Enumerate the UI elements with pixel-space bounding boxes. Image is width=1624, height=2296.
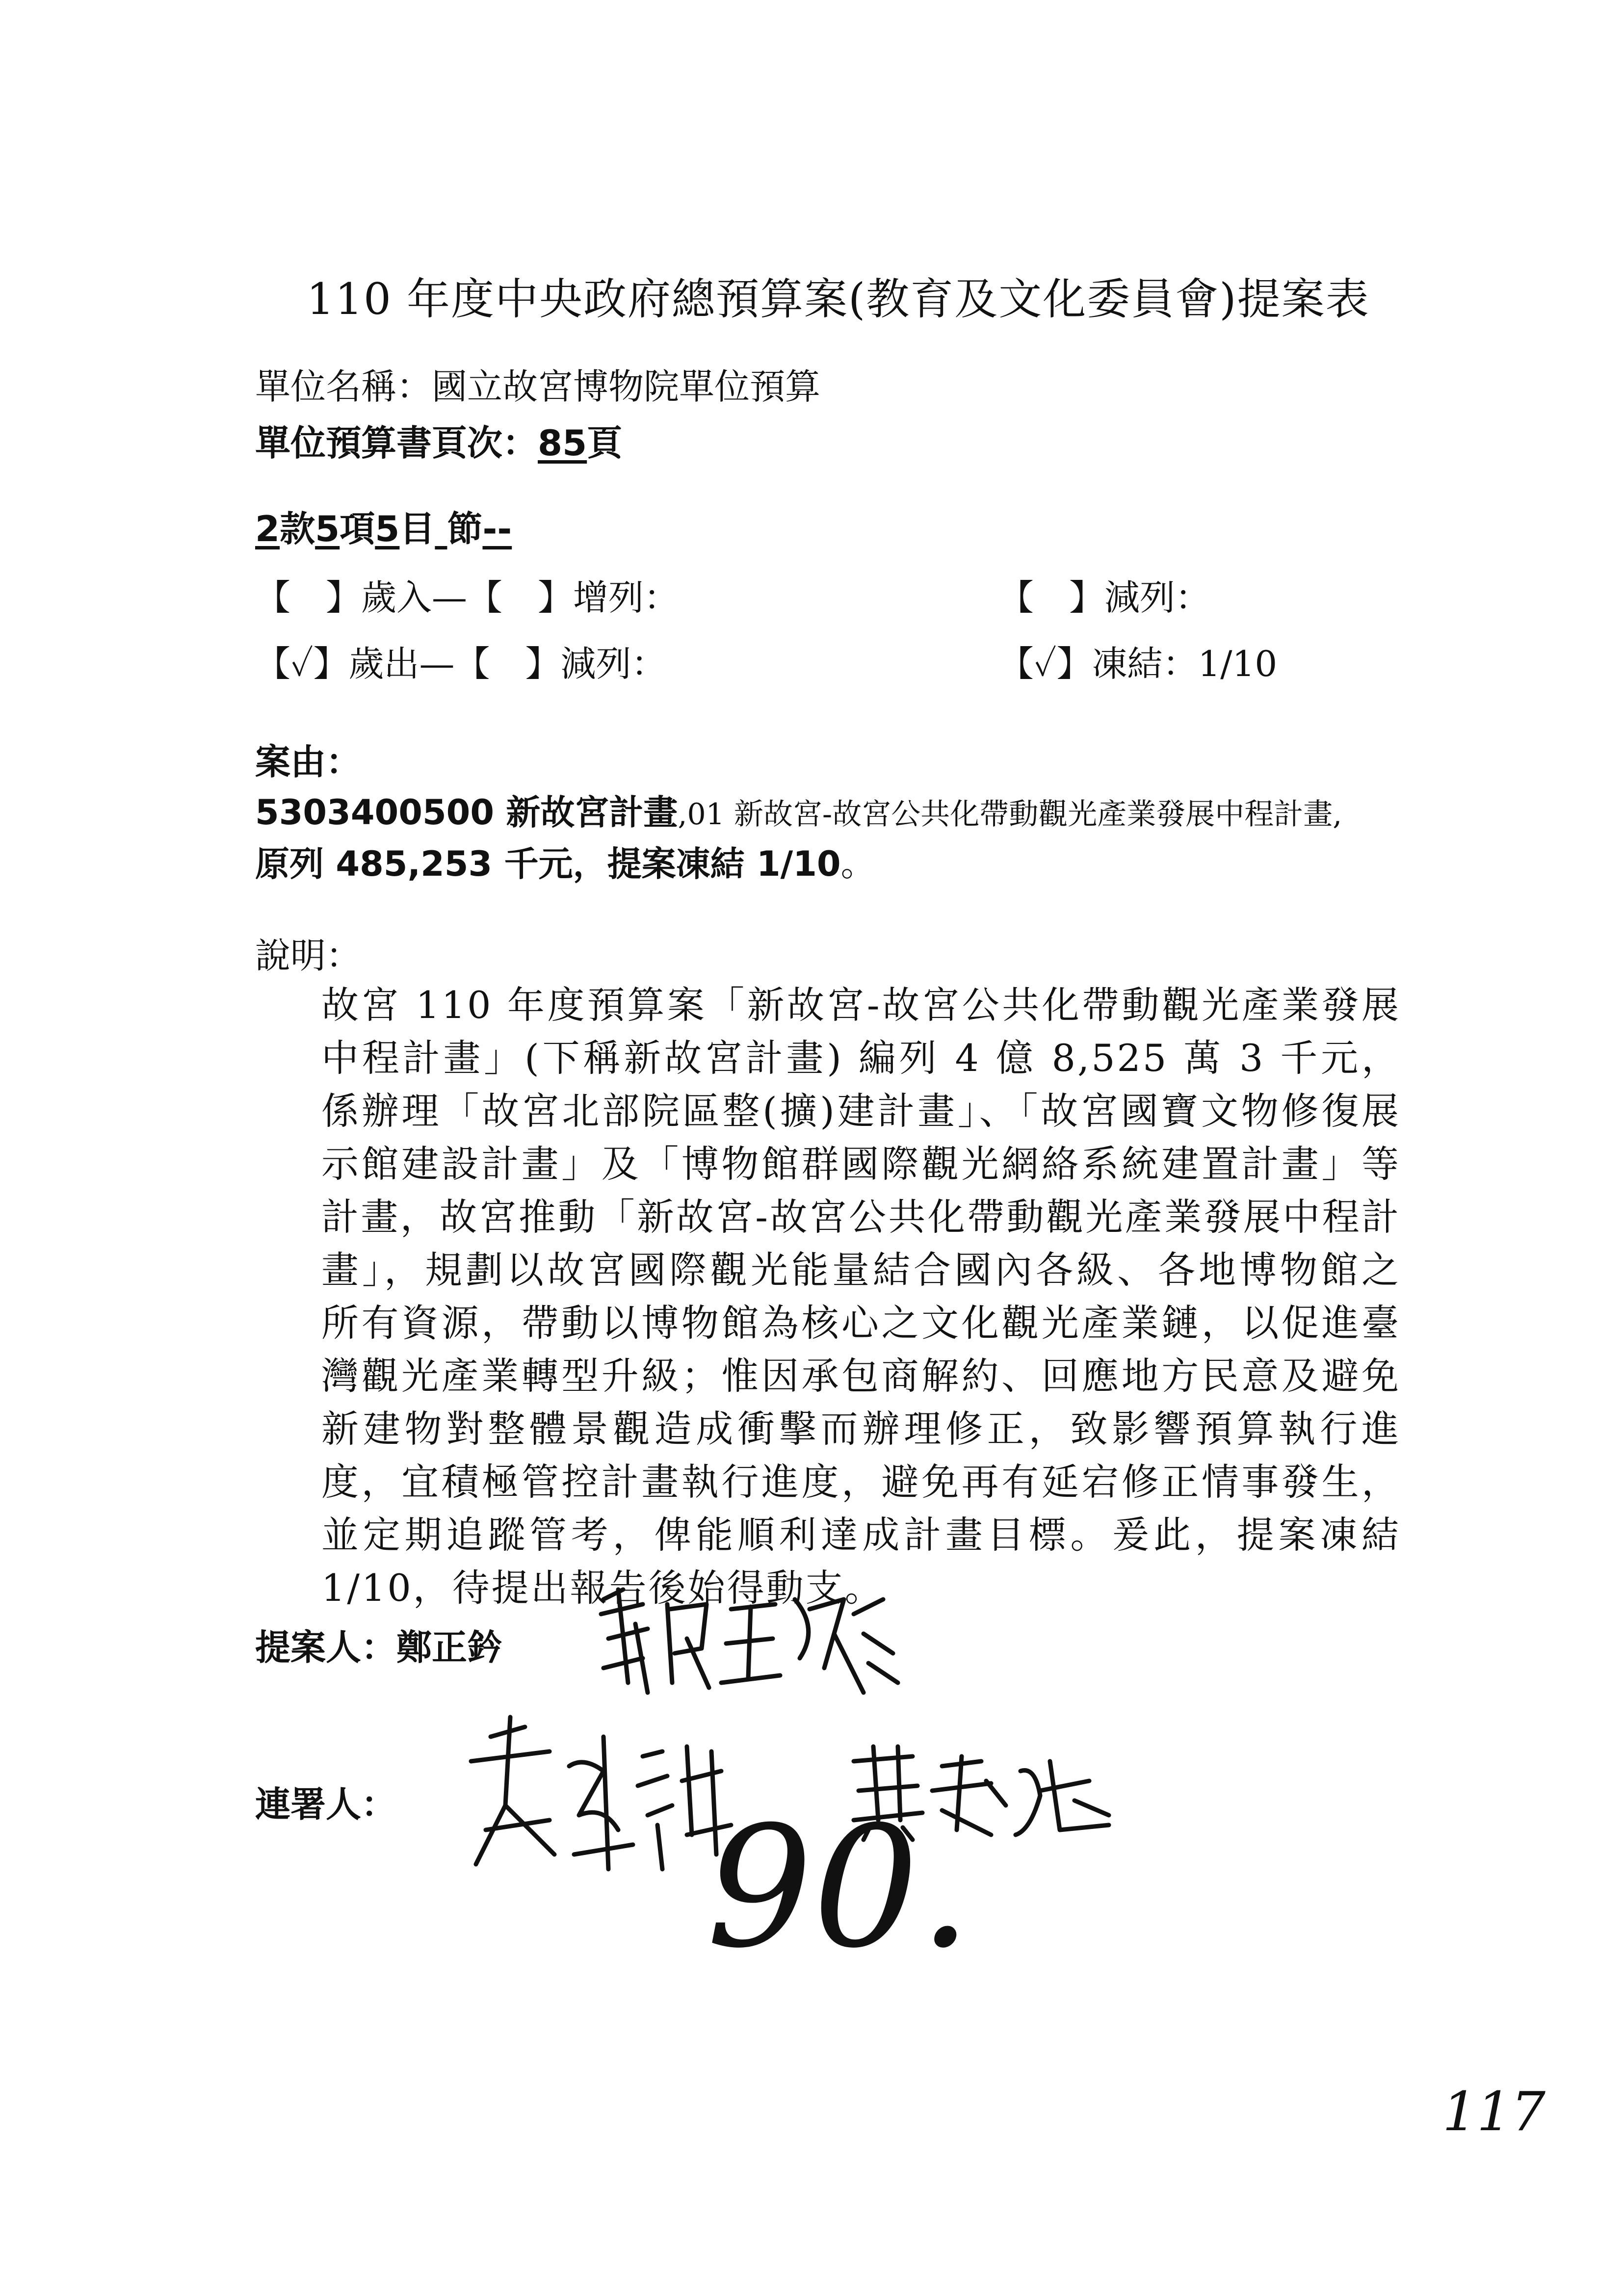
jie-label: 節 bbox=[447, 508, 483, 549]
handwritten-corner-number: 117 bbox=[1442, 2080, 1545, 2143]
document-title: 110 年度中央政府總預算案(教育及文化委員會)提案表 bbox=[307, 274, 1370, 324]
reason-original-amount: 原列 485,253 千元， bbox=[255, 844, 607, 884]
income-checkbox-row: 【 】歲入—【 】增列： bbox=[255, 577, 680, 618]
explanation-heading: 說明： bbox=[255, 935, 362, 976]
explanation-text: 故宮 110 年度預算案「新故宮-故宮公共化帶動觀光產業發展中程計畫」(下稱新故宮計畫) 編列 4 億 8,525 萬 3 千元，係辦理「故宮北部院區整(擴)建計畫」、「故宮國寶文物修復展示館建設計畫」及「博物館群國際觀光網絡系統建置計畫」等計畫，故宮推動「新故宮-故宮公共化帶動觀光產業發展中程計畫」，規劃以故宮國際觀光能量結合國內各級、各地博物館之所有資源，帶動以博物館為核心之文化觀光產業鏈，以促進臺灣觀光產業轉型升級；惟因承包商解約、回應地方民意及避免新建物對整體景觀造成衝擊而辦理修正，致影響預算執行進度，宜積極管控計畫執行進度，避免再有延宕修正情事發生，並定期追蹤管考，俾能順利達成計畫目標。爰此，提案凍結 1/10，待提出報告後始得動支。 bbox=[321, 983, 1401, 1610]
page-reference bbox=[255, 415, 622, 466]
kuan-label: 款 bbox=[280, 508, 315, 549]
proposer-label: 提案人：鄭正鈐 bbox=[255, 1627, 503, 1668]
page-ref-suffix: 頁 bbox=[587, 422, 623, 464]
handwritten-page-number: 90. bbox=[707, 1791, 972, 1985]
expense-freeze-checkbox: 【✓】凍結：1/10 bbox=[998, 643, 1278, 684]
income-reduce-checkbox: 【 】減列： bbox=[998, 577, 1211, 618]
reason-end: 。 bbox=[840, 844, 875, 884]
mu-number: 5 bbox=[375, 508, 400, 549]
explanation-body bbox=[321, 979, 1401, 1615]
xiang-label: 項 bbox=[340, 508, 375, 549]
reason-line-2 bbox=[255, 836, 875, 886]
cosigners-label: 連署人： bbox=[255, 1784, 397, 1825]
unit-name: 單位名稱：國立故宮博物院單位預算 bbox=[255, 366, 821, 407]
expense-checkbox-row: 【✓】歲出—【 】減列： bbox=[255, 643, 667, 684]
page-ref-label: 單位預算書頁次： bbox=[255, 422, 538, 464]
budget-item-code bbox=[255, 500, 512, 551]
mu-label: 目 bbox=[399, 508, 435, 549]
reason-freeze: 提案凍結 1/10 bbox=[607, 844, 841, 884]
reason-line-1 bbox=[255, 785, 1342, 835]
proposer-signature bbox=[589, 1570, 908, 1707]
reason-heading: 案由： bbox=[255, 741, 362, 783]
reason-project-name: ,01 新故宮-故宮公共化帶動觀光產業發展中程計畫, bbox=[678, 797, 1342, 832]
xiang-number: 5 bbox=[315, 508, 340, 549]
kuan-number: 2 bbox=[255, 508, 280, 549]
reason-budget-code: 5303400500 新故宮計畫 bbox=[255, 792, 678, 833]
page-ref-number: 85 bbox=[538, 422, 587, 464]
jie-value: -- bbox=[482, 508, 512, 549]
